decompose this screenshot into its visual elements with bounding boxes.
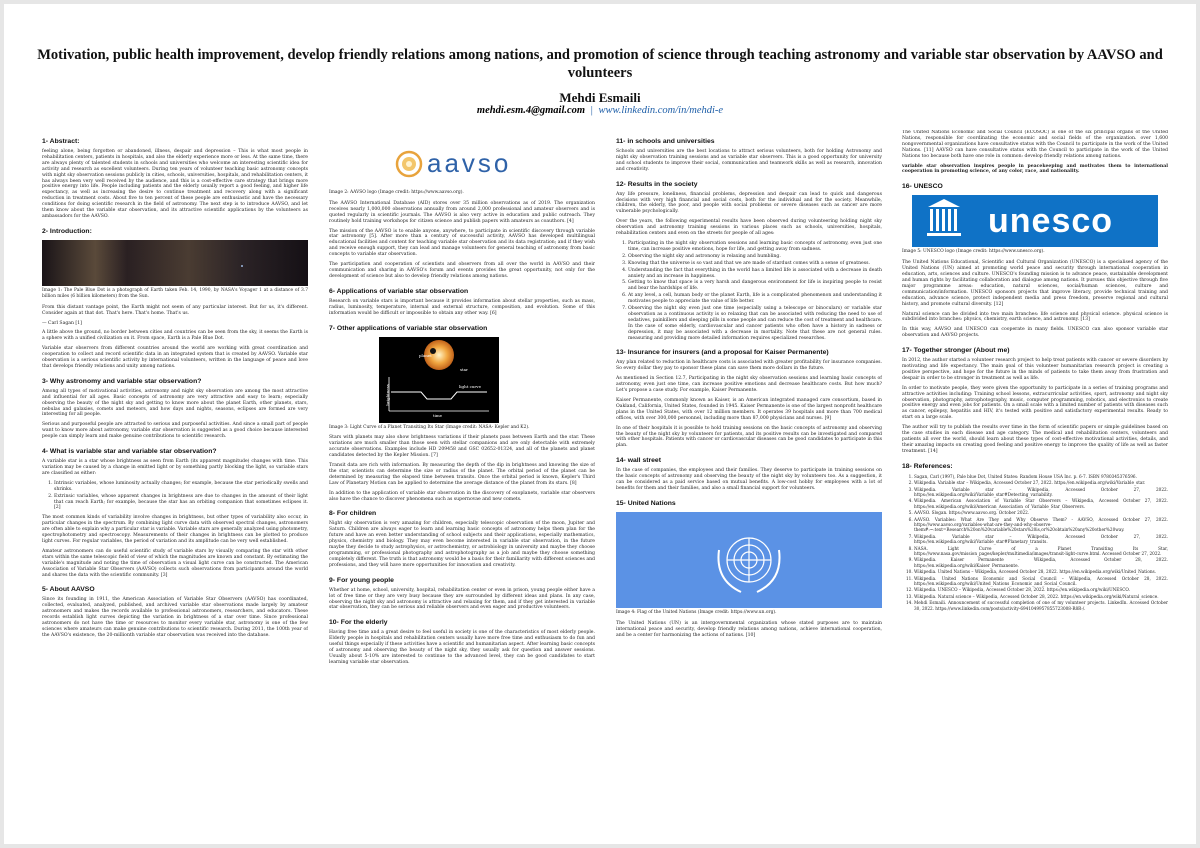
reference-item: 12. Wikipedia. UNESCO – Wikipedia, Accessed October 28, 2022. https://en.wikipedia.org/wiki/UNESCO. [914,587,1168,592]
children-paragraph: Night sky observation is very amazing for children, especially telescopic observation of the moon, Jupiter and Saturn. Children are always eager to learn and learning basic concepts of astronomy helps them plan for the future and have an even better understanding of school subjects and their applications, especially mathematics, physics, chemistry and biology. They may even become interested in variable star observation, in the future maybe they decide to study astrophysics, or astrochemistry, or astrobiology in university and maybe they choose programming, or professional photography and astrophotography as a job and maybe they choose something completely different. The truth is that astronomy would be a basis for their familiarity with different sciences and professions, and they will have more opportunities for innovation and creativity. [329,521,595,568]
reference-item: 10. Wikipedia. United Nations – Wikipedia, Accessed October 28, 2022. https://en.wikipedia.org/wiki/United_Nations. [914,569,1168,574]
results-paragraph-2: Over the years, the following experimental results have been observed during volunteering holding night sky observation and astronomy training sessions in various places such as schools, universities, hospitals, rehabilitation centers and even on the streets for people of all ages: [616,219,882,237]
column-4 [902,130,1168,838]
stars-planets-paragraph: Stars with planets may also show brightness variations if their planets pass between Earth and the star. These variations are much smaller than those seen with stellar companions and are only detectable with extremely accurate observations. Examples include HD 209458 and GSC 02652-01324, and all of the planets and planet candidates detected by the Kepler Mission. [7] [329,435,595,459]
reference-item: 14. Mehdi Esmaili. Announcement of successful completion of one of my volunteer projects. LinkedIn. Accessed October 30, 2022. https://www.linkedin.com/posts/activity-6941049957855723008-R8R-/. [914,600,1168,611]
participation-paragraph: The participation and cooperation of scientists and observers from all over the world in AAVSO and their communication and sharing in AAVSO's forum and events provides the great opportunity, not only for the development of science but also to develop friendly relations among nations. [329,262,595,279]
un-flag-image [616,512,882,608]
insurance-paragraph-1: Any plan related to reduction in healthcare costs is associated with greater profitability for insurance companies. So every dollar they pay to sponsor these plans can save them more dollars in the future. [616,360,882,372]
sagan-quote-attribution: — Carl Sagan [1] [42,320,82,326]
list-item: 2. Observing the night sky and astronomy is relaxing and humbling. [628,254,882,260]
about-me-paragraph-2: In order to motivate people, they were given the opportunity to participate in a series of training programs and attractive activities including: Training school lessons, extracurricular activities, sport, astronomy and night sky observation, photography, astrophotography, music, computer programming, robotics, and electronics to create positive energy and even jobs for patients. On a small scale with a limited number of patients with diseases such as cancer, epilepsy, hepatitis and HIV, it's tested with positive and satisfactory experimental results. Ready to start on a large scale. [902,385,1168,421]
list-item: 3. Knowing that the universe is so vast and that we are made of stardust comes with a sense of greatness. [628,261,882,267]
addition-paragraph: In addition to the application of variable star observation in the discovery of exoplanets, variable star observers also have the chance to discover phenomena such as supernovae and new comets. [329,490,595,502]
section-heading-schools: 11- in schools and universities [616,138,715,145]
section-heading-applications: 6- Applications of variable star observation [329,287,469,295]
aavso-logo [329,140,595,188]
insurance-paragraph-4: In one of their hospitals it is possible to hold training sessions on the basic concepts of astronomy and observing the beauty of the night sky by volunteers for patients, and its positive results can be investigated and compared with other hospitals. Patients with cancer or cardiovascular diseases can be good candidates to participate in this plan. [616,425,882,449]
diagram-label-light-curve: light curve [459,383,481,389]
schools-paragraph: Schools and universities are the best locations to attract serious volunteers, both for holding Astronomy and night sky observation training sessions and as variable star observers. This is a good opportunity for university and school students to improve their social, communication and teamwork skills as well as research, innovation and creativity. [616,149,882,172]
section-heading-references: 18- References: [902,462,953,470]
section-heading-other-applications: 7- Other applications of variable star observation [329,324,488,332]
insurance-paragraph-3: Kaiser Permanente, commonly known as Kaiser, is an American integrated managed care consortium, based in Oakland, California, United States, founded in 1945. Kaiser Permanente is one of the largest nonprofit healthcare plans in the United States, with over 12 million members. It operates 39 hospitals and more than 700 medical offices, with over 300,000 personnel, including more than 87,000 physicians and nurses. [9] [616,398,882,421]
poster-title: Motivation, public health improvement, develop friendly relations among nations, and promotion of science through teaching astronomy and variable star observation by AAVSO and volunteers [37,47,1163,81]
reference-item: 9. Wikipedia. Kaiser Permanente – Wikipedia, Accessed October 28, 2022. https://en.wikipedia.org/wiki/Kaiser_Permanente. [914,557,1168,568]
transit-paragraph: Transit data are rich with information. By measuring the depth of the dip in brightness and knowing the size of the star, scientists can determine the size or radius of the planet. The orbital period of the planet can be determined by measuring the elapsed time between transits. Once the orbital period is known, Kepler's Third Law of Planetary Motion can be applied to determine the average distance of the planet from its stars. [8] [329,463,595,486]
aavso-logo-text: aavso [427,148,512,178]
why-paragraph-2: Serious and purposeful people are attracted to serious and purposeful activities. And since a small part of people want to know more about astronomy, variable star observation is suggested as a good choice because interested people can simply learn and make genuine contributions to scientific research. [42,422,308,440]
section-heading-about-aavso: 5- About AAVSO [42,586,95,594]
column-3 [616,130,882,838]
about-aavso-text: Since its founding in 1911, the American Association of Variable Star Observers (AAVSO) has coordinated, collected, evaluated, analyzed, published, and archived variable star observations made largely by amateur astronomers and makes the records available to professional astronomers, researchers, and educators. These records establish light curves depicting the variation in brightness of a star over time. Since professional astronomers do not have the time or resources to monitor every variable star, astronomy is one of the few sciences where amateurs can make genuine contributions to scientific research. During 2011, the 100th year of the AAVSO's existence, the 20-millionth variable star observation was received into the database. [42,597,308,638]
reference-item: 7. Wikipedia. Variable star – Wikipedia, Accessed October 27, 2022. https://en.wikipedia.org/wiki/Variable_star#Planetary_transits. [914,534,1168,545]
reference-item: 3. Wikipedia. Variable star – Wikipedia, Accessed October 27, 2022. https://en.wikipedia.org/wiki/Variable_star#Detecting_variability. [914,487,1168,498]
figure-3-caption: Image 3: Light Curve of a Planet Transiting Its Star (Image credit: NASA- Kepler and K2). [329,424,530,430]
linkedin-link[interactable]: www.linkedin.com/in/mehdi-e [598,105,724,116]
column-2 [329,130,595,838]
about-me-paragraph-3: The author will try to publish the results over time in the form of scientific papers or simple guidelines based on the case studies in each disease and age category. The medical and rehabilitation centers, volunteers and patients all over the world, should learn about these types of cost-effective motivational activities, details, and their amazing impacts on creating good feeling and positive energy to improve the quality of life as well as faster treatment. [14] [902,425,1168,454]
unesco-logo-text: unesco [988,202,1114,241]
list-item: 6. At any level, a cell, human body or the planet Earth, life is a complicated phenomenon and understanding it motivates people to appreciate the value of life better. [628,293,882,305]
elderly-paragraph: Having free time and a great desire to feel useful in society is one of the characteristics of most elderly people. Elderly people in hospitals and rehabilitation centers usually have more free time and enthusiasm to do fun and useful things especially if these activities have a scientific and humanitarian aspect. After learning basic concepts of astronomy and observing the beauty of the night sky, they usually ask for question and answer sessions. Usually about 5-10% are interested to continue to the advanced level, they can be good candidates to start learning variable star observation. [329,630,595,665]
diagram-label-brightness: brightness [384,383,390,406]
what-paragraph-1: A variable star is a star whose brightness as seen from Earth (its apparent magnitude) changes with time. This variation may be caused by a change in emitted light or by something partly blocking the light, so variable stars are classified as either: [42,459,308,476]
mission-paragraph: The mission of the AAVSO is to enable anyone, anywhere, to participate in scientific discovery through variable star astronomy [5]. After more than a century of successful activity, AAVSO has developed multilingual educational facilities and content for teaching variable star observation and its data registration; and if they wish and receive enough support, they can lead and manage volunteers for general teaching of astronomy from basic concepts to variable star observation. [329,228,595,258]
variable-types-list [42,481,308,512]
section-heading-what: 4- What is variable star and variable star observation? [42,448,217,456]
section-heading-young: 9- For young people [329,576,394,584]
figure-2-caption: Image 2: AAVSO logo (Image credit: https://www.aavso.org). [329,190,464,195]
list-item: 4. Understanding the fact that everything in the world has a limited life is associated with a decrease in death anxiety and an increase in happiness. [628,268,882,280]
why-paragraph-1: Among all types of motivational activities, astronomy and night sky observation are among the most attractive and influential for all ages. Basic concepts of astronomy are very attractive and easy to learn; especially observing the beauty of the night sky and getting to know more about the planet Earth, other planets, stars, nebulas and galaxies, comets and meteors, and how days and nights, seasons, eclipses are formed are very interesting for all people. [42,388,308,418]
unesco-paragraph-2: Natural science can be divided into two main branches: life science and physical science. physical science is subdivided into branches: physics, chemistry, earth science, and astronomy. [13] [902,311,1168,323]
intro-paragraph-3: Variable star observers from different countries around the world are working with great coordination and cooperation to collect and record scientific data in an integrated system that is created by AAVSO. Variable star observation is a serious scientific activity by international volunteers, written in the language of peace and love that develops friendly relations and unity among nations. [42,346,308,369]
author-name: Mehdi Esmaili [559,90,641,105]
diagram-label-star: star [460,366,468,372]
unesco-paragraph-1: The United Nations Educational, Scientific and Cultural Organization (UNESCO) is a specialised agency of the United Nations (UN) aimed at promoting world peace and security through international cooperation in education, arts, sciences and culture. UNESCO's founding mission is to advance peace, sustainable development and human rights by facilitating collaboration and dialogue among nations. It pursues this objective through five major programme areas: education, natural sciences, social/human sciences, culture and communication/information. UNESCO sponsors projects that improve literacy, provide technical training and education, advance science, protect independent media and press freedom, preserve regional and cultural history, and promote cultural diversity. [12] [902,260,1168,307]
figure-1-caption: Image 1: The Pale Blue Dot is a photograph of Earth taken Feb. 14, 1990, by NASA's Voyager 1 at a distance of 3.7 billion miles (6 billion kilometers) from the Sun. [42,287,308,299]
section-heading-elderly: 10- For the elderly [329,619,388,627]
reference-item: 13. Wikipedia. Natural science – Wikipedia, Accessed October 28, 2022. https://en.wikipedia.org/wiki/Natural_science. [914,594,1168,599]
insurance-paragraph-2: As mentioned in Section 12.7, Participating in the night sky observation sessions and learning basic concepts of astronomy, even just one time, can increase positive emotions and decrease healthcare costs. But how much? Let's propose a case study. For example, Kaiser Permanente. [616,376,882,394]
author-email: mehdi.esm.4@gmail.com [476,105,586,116]
young-paragraph: Whether at home, school, university, hospital, rehabilitation center or even in prison, young people either have a lot of free time or they are very busy because they are surrounded by different ideas and plans. In any case, observing the night sky and astronomy is attractive and relaxing for them, and if they get interested in variable star observation, they can be serious and reliable observers and even eager and productive volunteers. [329,587,595,611]
about-me-paragraph-1: In 2012, the author started a volunteer research project to help treat patients with cancer or severe disorders by motivating and life expectancy. The main goal of this volunteer humanitarian research project is creating a positive perspective, and hope for the future in the minds of patients to take them away from frustration and despair in order to be stronger in treatment as well as life. [902,358,1168,381]
list-item: 1. Participating in the night sky observation sessions and learning basic concepts of astronomy, even just one time, can increase positive emotions, hope for life, and getting away from sadness. [628,241,882,253]
section-heading-unesco: 16- UNESCO [902,183,943,191]
abstract-text: feeling alone, being forgotten or abandoned, illness, despair and depression – This is what most people in rehabilitation centers, patients in hospitals, and also the elderly experience more or less. At the same time, there are always plenty of talented students in schools and universities who welcome an interesting scientific idea for activity and research as excellent volunteers. During ten years of volunteer teaching basic astronomy concepts with night sky observation sessions publicly in cities, schools, universities, hospitals, and rehabilitation centers, it has always been very well received by the audience, and this is a cost-effective care strategy that brings more positive energy into life. People including patients and the elderly usually report a good feeling, and higher life expectancy, as well as increasing the desire to continue treatment and recovery along with a significant reduction in treatment costs. About five to ten percent of these people are enthusiastic and have the necessary conditions for doing scientific research in the field of astronomy. The next step is to introduce AAVSO, and let them know about the variable star observation, and its attractive scientific applications by the volunteers as ambassadors for the AAVSO. [42,149,308,219]
intro-paragraph-2: A little above the ground, no border between cities and countries can be seen from the sky, it seems the Earth is a sphere with a unified civilization on it. From space, Earth is a Pale Blue Dot. [42,330,308,342]
figure-5-caption: Image 5: UNESCO logo (Image credit: https://www.unesco.org). [902,249,1045,255]
what-paragraph-2: The most common kinds of variability involve changes in brightness, but other types of variability also occur, in particular changes in the spectrum. By combining light curve data with observed spectral changes, astronomers are often able to explain why a particular star is variable. Variable stars are generally analyzed using photometry, spectrophotometry and spectroscopy. Measurements of their changes in brightness can be plotted to produce light curves. For regular variables, the period of variation and its amplitude can be very well established. [42,515,308,544]
reference-item: 2. Wikipedia. Variable star – Wikipedia, Accessed October 27, 2022. https://en.wikipedia.org/wiki/Variable_star. [914,480,1168,485]
list-item: 2. Extrinsic variables, whose apparent changes in brightness are due to changes in the amount of their light that can reach Earth; for example, because the star has an orbiting companion that sometimes eclipses it. [2] [54,494,308,512]
reference-item: 5. AAVSO. Slogan. https://www.aavso.org. October 2022. [914,510,1168,515]
ecosoc-paragraph: The United Nations Economic and Social Council (ECOSOC) is one of the six principal organs of the United Nations, responsible for coordinating the economic and social fields of the organization. over 1,600 nongovernmental organizations have consultative status with the Council to participate in the work of the United Nations. [11] AAVSO can have consultative status with the Council to participate in the work of the United Nations too because both have one role in common: develop friendly relations among nations. [902,130,1168,159]
applications-paragraph: Research on variable stars is important because it provides information about stellar properties, such as mass, radius, luminosity, temperature, internal and external structure, composition, and evolution. Some of this information would be difficult or impossible to obtain any other way. [6] [329,298,595,316]
what-paragraph-3: Amateur astronomers can do useful scientific study of variable stars by visually comparing the star with other stars within the same telescopic field of view of which the magnitudes are known and constant. By estimating the variable's magnitude and noting the time of observation a visual light curve can be constructed. The American Association of Variable Star Observers (AAVSO) collects such observations from participants around the world and shares the data with the scientific community. [3] [42,548,308,578]
transit-light-curve-diagram [329,337,595,423]
figure-4-caption: Image 4: Flag of the United Nations (Image credit: https://www.un.org). [616,609,777,615]
diagram-label-time: time [433,412,443,418]
section-heading-wall-street: 14- wall street [616,457,661,465]
column-1 [42,130,308,838]
section-heading-united-nations: 15- United Nations [616,499,676,507]
sagan-quote: From this distant vantage point, the Earth might not seem of any particular interest. But for us, it's different. Consider again at that dot. That's here. That's home. That's us. [42,304,308,316]
poster [4,4,1196,844]
contact-line [4,105,1196,116]
reference-item: 6. AAVSO. Variables: What Are They and Why Observe Them? - AAVSO, Accessed October 27, 2022. https://www.aavso.org/variables-what-are-they-and-why-observe-them#:~:text=Research%20on%20variable%20stars%20is,or%20obtain%20any%20other%20way. [914,517,1168,533]
contact-separator: | [590,105,593,116]
reference-item: 8. NASA. Light Curve of a Planet Transiting Its Star, https://www.nasa.gov/mission_pages/kepler/multimedia/images/transit-light-curve.html. Accessed October 27, 2022. [914,546,1168,557]
list-item: 5. Getting to know that space is a very harsh and dangerous environment for life is inspiring people to resist and bear the hardships of life. [628,280,882,292]
list-item: 1. Intrinsic variables, whose luminosity actually changes; for example, because the star periodically swells and shrinks. [54,481,308,493]
section-heading-why: 3- Why astronomy and variable star observation? [42,377,202,385]
section-heading-insurance: 13- Insurance for insurers (and a proposal for Kaiser Permanente) [616,349,829,357]
un-paragraph: The United Nations (UN) is an intergovernmental organization whose stated purposes are to maintain international peace and security, develop friendly relations among nations, achieve international cooperation, and be a center for harmonizing the actions of nations. [10] [616,620,882,638]
section-heading-about-me: 17- Together stronger (About me) [902,347,1010,355]
unesco-logo [902,195,1168,247]
pale-blue-dot-image [42,240,308,286]
references-list [902,474,1168,611]
unesco-paragraph-3: In this way, AAVSO and UNESCO can cooperate in many fields. UNESCO can also sponsor variable star observation and AAVSO projects. [902,327,1168,339]
aid-paragraph: The AAVSO International Database (AID) stores over 35 million observations as of 2019. The organization receives nearly 1,000,000 observations annually from around 2,000 professional and amateur observers and is quoted regularly in scientific journals. The AAVSO is also very active in education and public outreach. They routinely hold training workshops for citizen science and publish papers with amateurs as coauthors. [4] [329,200,595,224]
list-item: 7. Observing the night sky even just one time (especially using a telescope or binoculars) or variable star observation as a continuous activity is so relaxing that can be associated with reducing the need to use of sedatives, painkillers and sleeping pills in some people and can reduce the cost of treatment and healthcare. In the case of some elderly, cardiovascular and cancer patients who often have a history in sadness or depression, it may be associated with a decrease in mortality. Note that these are not general rules. measuring and providing more detailed information requires specialized researches. [628,306,882,341]
reference-item: 11. Wikipedia. United Nations Economic and Social Council – Wikipedia, Accessed October 28, 2022. https://en.wikipedia.org/wiki/United_Nations_Economic_and_Social_Council. [914,576,1168,587]
section-heading-results: 12- Results in the society [616,180,698,188]
reference-item: 1. Sagan, Carl (1997), Pale blue Dot, United States: Random House USA Inc. p. 6-7. ISBN 9780345376596. [914,474,1168,479]
section-heading-children: 8- For children [329,510,377,518]
peace-statement: variable star observation inspires people in peacekeeping and motivates them to international cooperation in promoting science, of any color, race, and nationality. [902,163,1168,175]
reference-item: 4. Wikipedia. American Association of Variable Star Observers – Wikipedia, Accessed October 27, 2022. https://en.wikipedia.org/wiki/American_Association_of_Variable_Star_Observers. [914,498,1168,509]
results-paragraph-1: Any life pressure, loneliness, financial problems, depression and despair can lead to quick and dangerous decisions with very high financial and social costs, both for the individual and for the society. Meanwhile, children, the elderly, the poor, and people with social problems or severe diseases such as cancer are more vulnerable psychologically. [616,191,882,215]
section-heading-abstract: 1- Abstract: [42,138,80,145]
results-list [616,241,882,342]
section-heading-introduction: 2- Introduction: [42,227,92,235]
diagram-label-planet: planet [419,352,432,358]
wall-street-paragraph: In the case of companies, the employees and their families. They deserve to participate in training sessions on the basic concepts of astronomy and observing the beauty of the night sky by volunteers too. As a suggestion, it can be considered as a paid service based on mutual benefits. A low-cost hobby for employees with a lot of benefits for them and their families, and also a small financial support for volunteers. [616,468,882,491]
